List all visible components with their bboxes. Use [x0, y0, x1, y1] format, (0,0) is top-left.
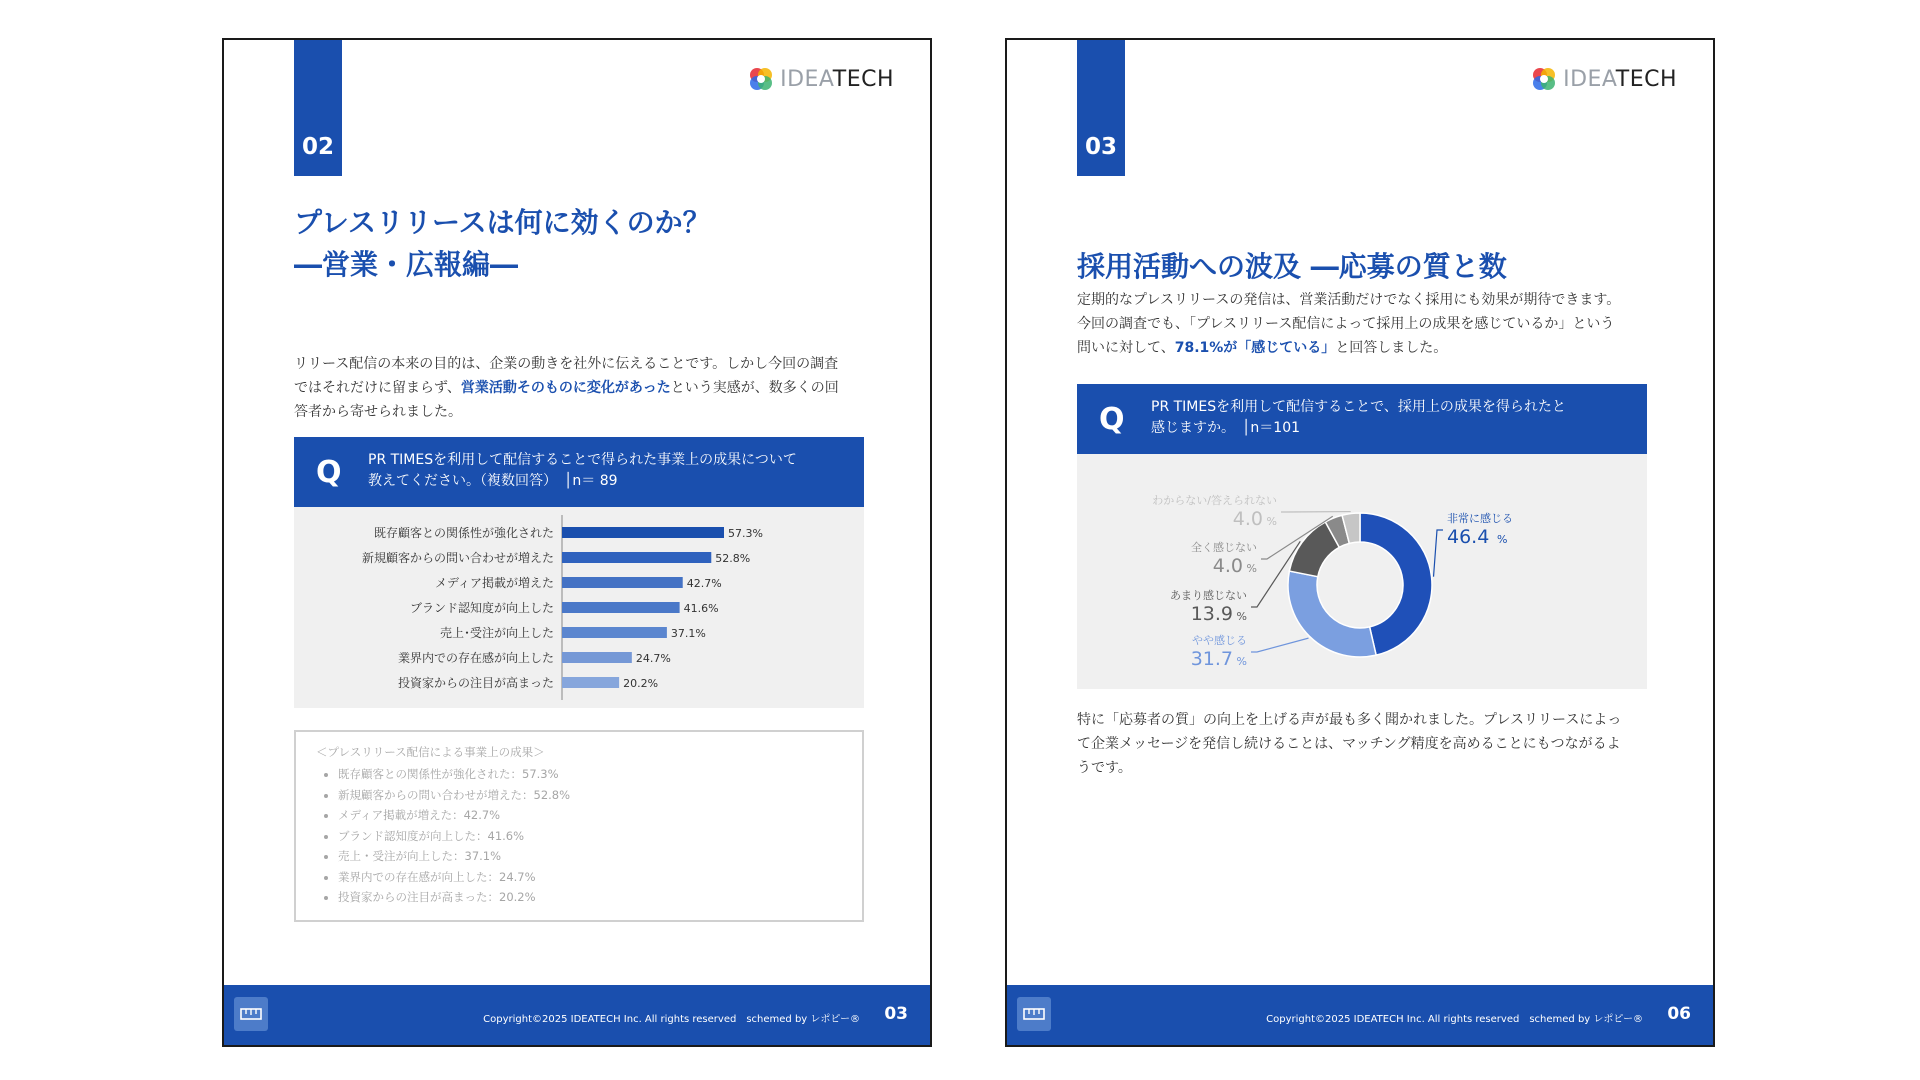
question-line: 教えてください。（複数回答） │n＝ 89	[368, 473, 618, 489]
donut-slice-unit: %	[1266, 515, 1277, 528]
intro-text: という実感が、数多くの回	[670, 380, 839, 396]
report-page-03	[222, 38, 932, 1047]
page-number: 03	[884, 1004, 908, 1024]
closing-line: 特に「応募者の質」の向上を上げる声が最も多く聞かれました。プレスリリースによっ	[1077, 712, 1622, 728]
donut-slice-unit: %	[1246, 562, 1257, 575]
question-line: PR TIMESを利用して配信することで、採用上の成果を得られたと	[1151, 399, 1566, 415]
footer-ruler-icon	[234, 997, 268, 1031]
closing-line: て企業メッセージを発信し続けることは、マッチング精度を高めることにもつながるよ	[1077, 736, 1621, 752]
donut-slice-value: 13.9	[1190, 603, 1233, 625]
bar	[562, 577, 683, 588]
closing-line: うです。	[1077, 760, 1132, 776]
donut-leader-line	[1251, 638, 1309, 652]
intro-line	[1077, 336, 1647, 360]
question-text	[1151, 397, 1621, 439]
bar	[562, 527, 724, 538]
question-line: 感じますか。 │n＝101	[1151, 420, 1301, 436]
bar	[562, 602, 680, 613]
section-number-tab	[1077, 40, 1125, 176]
bar-value-label: 24.7%	[635, 652, 671, 665]
donut-slice	[1288, 571, 1376, 657]
bar-chart	[294, 507, 864, 708]
bar	[562, 552, 711, 563]
report-page-06	[1005, 38, 1715, 1047]
intro-line: リリース配信の本来の目的は、企業の動きを社外に伝えることです。しかし今回の調査	[294, 356, 839, 372]
intro-highlight: 78.1%が「感じている」	[1174, 340, 1336, 356]
page-number: 06	[1667, 1004, 1691, 1024]
donut-slice-label: やや感じる	[1192, 634, 1247, 647]
logo-text-tech: TECH	[832, 66, 894, 92]
intro-text: ではそれだけに留まらず、	[294, 380, 461, 396]
donut-chart	[1077, 454, 1647, 689]
question-box	[294, 437, 864, 507]
summary-heading: ＜プレスリリース配信による事業上の成果＞	[316, 745, 545, 759]
bar-value-label: 52.8%	[715, 552, 751, 565]
bar-category-label: 売上･受注が向上した	[439, 626, 554, 640]
page-footer	[224, 985, 930, 1045]
donut-slice-unit: %	[1236, 655, 1247, 668]
bar-category-label: 新規顧客からの問い合わせが増えた	[361, 551, 554, 565]
closing-paragraph	[1077, 708, 1647, 780]
footer-copyright: Copyright©2025 IDEATECH Inc. All rights reserved schemed by レポピー®	[483, 1014, 860, 1025]
donut-slice-unit: %	[1236, 610, 1247, 623]
page-title-line1: プレスリリースは何に効くのか？	[294, 206, 711, 239]
bar-value-label: 57.3%	[728, 527, 763, 540]
logo-text-idea: IDEA	[1563, 66, 1616, 92]
bar-category-label: 投資家からの注目が高まった	[397, 676, 554, 690]
ideatech-logo	[748, 66, 894, 92]
bar-category-label: メディア掲載が増えた	[434, 576, 554, 590]
donut-leader-line	[1434, 530, 1443, 577]
summary-item: • 売上・受注が向上した：37.1%	[338, 846, 842, 867]
section-number: 03	[1084, 134, 1117, 160]
logo-text-idea: IDEA	[780, 66, 833, 92]
donut-slice-label: 全く感じない	[1191, 541, 1257, 554]
bar-value-label: 41.6%	[683, 602, 719, 615]
intro-line	[294, 376, 864, 400]
donut-slice-label: あまり感じない	[1170, 589, 1247, 602]
donut-slice-unit: %	[1497, 533, 1508, 546]
summary-item: • 投資家からの注目が高まった：20.2%	[338, 887, 842, 908]
bar	[562, 627, 667, 638]
donut-slice-label: 非常に感じる	[1447, 512, 1513, 525]
question-mark: Q	[316, 454, 342, 490]
question-text	[368, 450, 838, 492]
bar-value-label: 37.1%	[670, 627, 706, 640]
summary-box	[294, 730, 864, 922]
donut-chart-panel	[1077, 454, 1647, 689]
intro-text: と回答しました。	[1335, 340, 1448, 356]
intro-paragraph	[1077, 288, 1647, 360]
summary-item: • 業界内での存在感が向上した：24.7%	[338, 867, 842, 888]
intro-paragraph	[294, 352, 864, 424]
footer-copyright: Copyright©2025 IDEATECH Inc. All rights reserved schemed by レポピー®	[1266, 1014, 1643, 1025]
bar-category-label: 業界内での存在感が向上した	[397, 651, 554, 665]
intro-line: 答者から寄せられました。	[294, 404, 462, 420]
bar-value-label: 20.2%	[623, 677, 659, 690]
bar	[562, 652, 632, 663]
donut-slice-value: 4.0	[1212, 555, 1243, 577]
summary-list	[316, 764, 842, 908]
question-box	[1077, 384, 1647, 454]
bar	[562, 677, 619, 688]
ideatech-logo	[1531, 66, 1677, 92]
page-title: 採用活動への波及 ―応募の質と数	[1077, 250, 1507, 283]
page-title-line2: ―営業・広報編―	[294, 248, 519, 281]
summary-item: • 既存顧客との関係性が強化された：57.3%	[338, 764, 842, 785]
intro-line: 今回の調査でも、「プレスリリース配信によって採用上の成果を感じているか」という	[1077, 316, 1615, 332]
donut-slice-value: 46.4	[1447, 526, 1490, 548]
logo-text-tech: TECH	[1615, 66, 1677, 92]
bar-category-label: 既存顧客との関係性が強化された	[373, 526, 554, 540]
donut-slice-label: わからない/答えられない	[1152, 494, 1277, 507]
ideatech-logo-icon	[748, 66, 774, 92]
question-line: PR TIMESを利用して配信することで得られた事業上の成果について	[368, 452, 797, 468]
section-number: 02	[301, 134, 334, 160]
intro-line: 定期的なプレスリリースの発信は、営業活動だけでなく採用にも効果が期待できます。	[1077, 292, 1621, 308]
page-footer	[1007, 985, 1713, 1045]
ideatech-logo-icon	[1531, 66, 1557, 92]
bar-category-label: ブランド認知度が向上した	[409, 601, 554, 615]
question-mark: Q	[1099, 401, 1125, 437]
bar-chart-panel	[294, 507, 864, 708]
summary-item: • ブランド認知度が向上した：41.6%	[338, 826, 842, 847]
footer-ruler-icon	[1017, 997, 1051, 1031]
donut-slice-value: 31.7	[1190, 648, 1233, 670]
donut-slice-value: 4.0	[1232, 508, 1263, 530]
intro-highlight: 営業活動そのものに変化があった	[460, 380, 671, 396]
bar-value-label: 42.7%	[686, 577, 722, 590]
summary-item: • 新規顧客からの問い合わせが増えた：52.8%	[338, 785, 842, 806]
summary-item: • メディア掲載が増えた：42.7%	[338, 805, 842, 826]
section-number-tab	[294, 40, 342, 176]
page-title	[294, 202, 711, 286]
intro-text: 問いに対して、	[1077, 340, 1175, 356]
